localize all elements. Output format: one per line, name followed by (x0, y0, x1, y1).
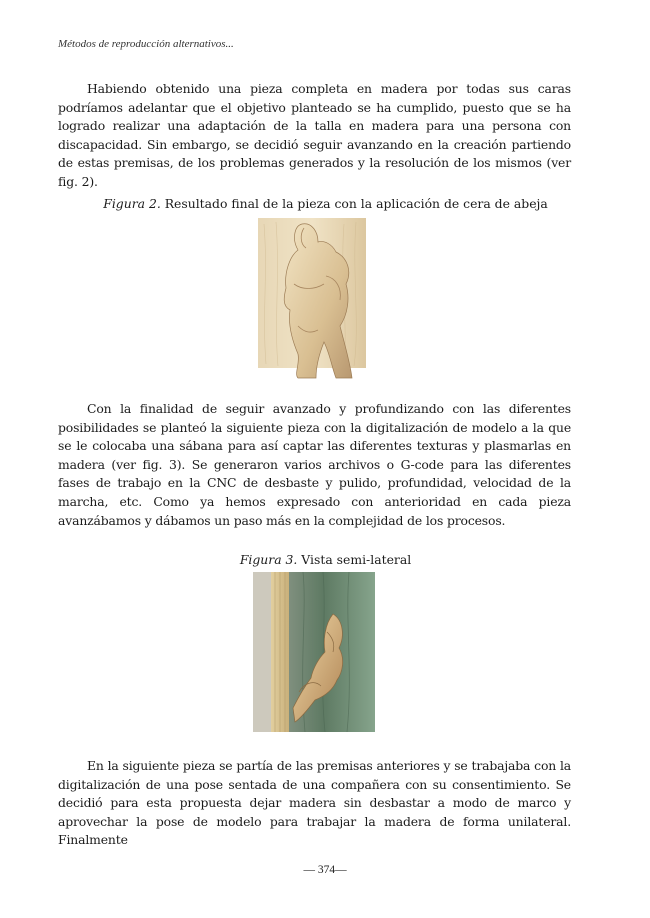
paragraph-3: En la siguiente pieza se partía de las premisas anteriores y se trabajaba con la digitalización de una pose sentada de una compañera con su consentimiento. Se decidió para esta propuesta dejar madera sin desbastar a modo de marco y aprovechar la pose de modelo para trabajar la madera de forma unilateral. Finalmente (58, 758, 571, 848)
figure-2-image (254, 214, 372, 382)
figure-3-image (253, 572, 375, 732)
page-number: — 374— (303, 864, 347, 876)
wood-carving-figure-image (254, 214, 372, 382)
paragraph-2: Con la finalidad de seguir avanzado y profundizando con las diferentes posibilidades se planteó la siguiente pieza con la digitalización de modelo a la que se le colocaba una sábana para así captar las diferentes texturas y plasmarlas en madera (ver fig. 3). Se generaron varios archivos o G-code para las diferentes fases de trabajo en la CNC de desbaste y pulido, profundidad, velocidad de la marcha, etc. Como ya hemos expresado con anterioridad en cada pieza avanzábamos y dábamos un paso más en la complejidad de los procesos. (58, 401, 571, 528)
figure-2-label: Figura 2. (103, 196, 161, 211)
figure-3-label: Figura 3. (239, 552, 298, 567)
figure-2-caption (58, 196, 593, 211)
paragraph-1: Habiendo obtenido una pieza completa en madera por todas sus caras podríamos adelantar que el objetivo planteado se ha cumplido, puesto que se ha logrado realizar una adaptación de la talla en madera para una persona con discapacidad. Sin embargo, se decidió seguir avanzando en la creación partiendo de estas premisas, de los problemas generados y la resolución de los mismos (ver fig. 2). (58, 81, 571, 189)
figure-3-text: Vista semi-lateral (297, 552, 412, 567)
running-header: Métodos de reproducción alternativos... (58, 38, 234, 50)
figure-2-text: Resultado final de la pieza con la aplicación de cera de abeja (160, 196, 548, 211)
semi-lateral-view-image (253, 572, 375, 732)
figure-3-caption (58, 552, 593, 567)
